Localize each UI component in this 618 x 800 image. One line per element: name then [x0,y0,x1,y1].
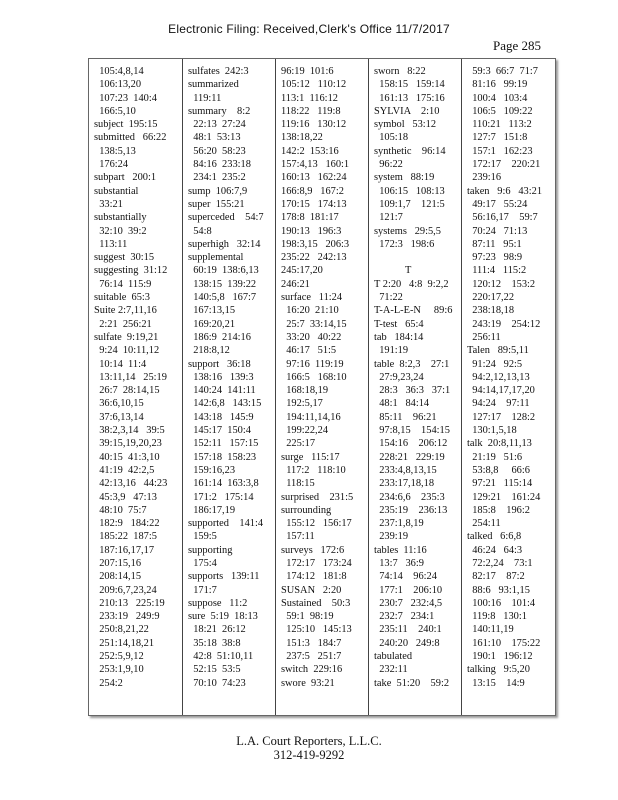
index-entry-line: superceded 54:7 [188,212,264,224]
index-entry-line: 74:14 96:24 [374,571,437,583]
index-entry-line: 161:14 163:3,8 [188,478,259,490]
index-entry-line: 225:17 [281,438,316,450]
index-entry-line: switch 229:16 [281,664,343,676]
index-entry-line: 151:3 184:7 [281,637,342,649]
index-entry-line: superhigh 32:14 [188,238,261,250]
index-entry-line: suppose 11:2 [188,597,248,609]
index-entry-line: subpart 200:1 [94,172,157,184]
index-entry-line: 254:2 [94,677,123,689]
index-entry-line: 100:16 101:4 [467,597,536,609]
index-entry-line: 182:9 184:22 [94,518,160,530]
index-entry-line: 105:18 [374,132,409,144]
index-entry-line: 35:18 38:8 [188,637,241,649]
index-entry-line: 240:20 249:8 [374,637,440,649]
index-entry-line: 107:23 140:4 [94,92,157,104]
index-entry-line: 100:4 103:4 [467,92,528,104]
index-entry-line: 32:10 39:2 [94,225,147,237]
index-entry-line: 175:4 [188,557,217,569]
index-entry-line: 2:21 256:21 [94,318,152,330]
index-entry-line: 191:19 [374,345,409,357]
index-entry-line: 160:13 162:24 [281,172,347,184]
index-entry-line: 106:13,20 [94,79,142,91]
index-entry-line: 117:2 118:10 [281,464,346,476]
index-entry-line: subject 195:15 [94,119,158,131]
index-entry-line: 234:1 235:2 [188,172,246,184]
index-entry-line: 233:4,8,13,15 [374,464,437,476]
index-entry-line: 105:12 110:12 [281,79,347,91]
index-entry-line: 53:8,8 66:6 [467,464,530,476]
index-entry-line: 235:19 236:13 [374,504,448,516]
index-entry-line: 176:24 [94,159,129,171]
index-entry-line: 9:24 10:11,12 [94,345,160,357]
index-entry-line: 167:13,15 [188,305,236,317]
index-entry-line: 152:11 157:15 [188,438,259,450]
index-entry-line: 113:1 116:12 [281,92,338,104]
index-entry-line: 110:21 113:2 [467,119,532,131]
index-entry-line: 194:11,14,16 [281,411,341,423]
index-entry-line: 13:7 36:9 [374,557,424,569]
index-column-1 [89,59,182,715]
index-entry-line: substantially [94,212,147,224]
index-entry-line: 97:8,15 154:15 [374,425,450,437]
index-entry-line: 235:11 240:1 [374,624,442,636]
index-entry-line [374,251,461,264]
index-entry-line: 38:2,3,14 39:5 [94,425,165,437]
index-entry-line: 81:16 99:19 [467,79,528,91]
index-entry-line: 190:13 196:3 [281,225,342,237]
index-entry-line: 48:1 84:14 [374,398,430,410]
index-entry-line: 161:10 175:22 [467,637,541,649]
index-entry-line: 138:15 139:22 [188,278,257,290]
index-entry-line: T-A-L-E-N 89:6 [374,305,453,317]
index-entry-line: 118:22 119:8 [281,105,341,117]
index-entry-line: 233:19 249:9 [94,611,160,623]
index-entry-line: 94:2,12,13,13 [467,371,530,383]
index-entry-line: 13:11,14 25:19 [94,371,167,383]
index-entry-line: 59:3 66:7 71:7 [467,66,539,77]
index-entry-line: 106:15 108:13 [374,185,445,197]
index-entry-line: 118:15 [281,478,315,490]
index-entry-line: 127:7 151:8 [467,132,528,144]
index-entry-line: support 36:18 [188,358,251,370]
word-index-table [88,58,556,716]
index-entry-line: 218:8,12 [188,345,230,357]
index-entry-line: 166:5 168:10 [281,371,347,383]
index-entry-line: 36:6,10,15 [94,398,144,410]
index-entry-line: 161:13 175:16 [374,92,445,104]
index-entry-line: 105:4,8,14 [94,66,144,77]
footer-phone: 312-419-9292 [273,748,345,762]
index-entry-line: 145:17 150:4 [188,425,251,437]
index-entry-line: 40:15 41:3,10 [94,451,160,463]
index-entry-line: 252:5,9,12 [94,651,144,663]
index-entry-line: taken 9:6 43:21 [467,185,543,197]
index-entry-line: 157:1 162:23 [467,145,533,157]
index-entry-line: 96:19 101:6 [281,66,334,77]
index-entry-line: tab 184:14 [374,331,424,343]
index-entry-line: 232:7 234:1 [374,611,435,623]
index-entry-line: 46:24 64:3 [467,544,523,556]
index-entry-line: 210:13 225:19 [94,597,165,609]
index-entry-line: 171:7 [188,584,217,596]
index-entry-line: talked 6:6,8 [467,531,522,543]
index-entry-line: 157:18 158:23 [188,451,257,463]
index-entry-line: 177:1 206:10 [374,584,443,596]
index-entry-line: 198:3,15 206:3 [281,238,350,250]
index-entry-line: 250:8,21,22 [94,624,149,636]
index-entry-line: summarized [188,79,239,91]
index-entry-line: 13:15 14:9 [467,677,525,689]
index-entry-line: take 51:20 59:2 [374,677,450,689]
index-entry-line: 97:16 119:19 [281,358,344,370]
index-entry-line: 48:10 75:7 [94,504,147,516]
index-entry-line: 27:9,23,24 [374,371,424,383]
index-entry-line: 87:11 95:1 [467,238,522,250]
index-entry-line: 187:16,17,17 [94,544,155,556]
index-entry-line: 33:20 40:22 [281,331,342,343]
index-entry-line: 106:5 109:22 [467,105,533,117]
index-column-5 [461,59,555,715]
index-entry-line: 185:22 187:5 [94,531,157,543]
index-entry-line: 158:15 159:14 [374,79,445,91]
index-entry-line: surrounding [281,504,332,516]
index-entry-line: 138:5,13 [94,145,136,157]
index-entry-line: 239:16 [467,172,502,184]
index-entry-line: 192:5,17 [281,398,323,410]
index-entry-line: 127:17 128:2 [467,411,536,423]
index-entry-line: 245:17,20 [281,265,323,277]
footer-company: L.A. Court Reporters, L.L.C. [236,734,382,748]
index-entry-line: 70:10 74:23 [188,677,246,689]
index-entry-line: 94:14,17,17,20 [467,385,535,397]
index-entry-line: tables 11:16 [374,544,427,556]
index-entry-line: 186:17,19 [188,504,236,516]
index-entry-line: 97:23 98:9 [467,252,523,264]
index-entry-line: 142:2 153:16 [281,145,339,157]
index-entry-line: 70:24 71:13 [467,225,528,237]
index-entry-line: 84:16 233:18 [188,159,251,171]
index-entry-line: 143:18 145:9 [188,411,254,423]
index-entry-line: 119:8 130:1 [467,611,527,623]
index-entry-line: tabulated [374,651,413,663]
index-entry-line: 59:1 98:19 [281,611,334,623]
index-entry-line: 72:2,24 73:1 [467,557,533,569]
index-entry-line: 166:8,9 167:2 [281,185,344,197]
index-entry-line: summary 8:2 [188,105,251,117]
index-entry-line: 243:19 254:12 [467,318,541,330]
index-entry-line: 159:5 [188,531,217,543]
index-entry-line: 54:8 [188,225,212,237]
index-entry-line: 138:16 139:3 [188,371,254,383]
index-entry-line: 10:14 11:4 [94,358,147,370]
index-entry-line: sulfate 9:19,21 [94,331,159,343]
index-entry-line: 232:11 [374,664,408,676]
index-entry-line: 154:16 206:12 [374,438,448,450]
index-entry-line: 91:24 92:5 [467,358,523,370]
index-entry-line: 155:12 156:17 [281,518,352,530]
index-entry-line: 238:18,18 [467,305,515,317]
index-entry-line: 172:3 198:6 [374,238,435,250]
index-entry-line: 234:6,6 235:3 [374,491,445,503]
index-entry-line: 172:17 173:24 [281,557,352,569]
index-entry-line: submitted 66:22 [94,132,167,144]
index-entry-line: 130:1,5,18 [467,425,517,437]
index-entry-line: surge 115:17 [281,451,340,463]
index-entry-line: 39:15,19,20,23 [94,438,162,450]
index-entry-line: 138:18,22 [281,132,323,144]
index-entry-line: 42:13,16 44:23 [94,478,168,490]
index-entry-line: 166:5,10 [94,105,136,117]
index-entry-line: 88:6 93:1,15 [467,584,530,596]
index-entry-line: 207:15,16 [94,557,142,569]
index-entry-line: 256:11 [467,331,501,343]
index-entry-line: 140:24 141:11 [188,385,256,397]
index-entry-line: suitable 65:3 [94,292,150,304]
index-entry-line: 46:17 51:5 [281,345,337,357]
index-entry-line: 233:17,18,18 [374,478,435,490]
index-entry-line: 42:8 51:10,11 [188,651,254,663]
index-entry-line: symbol 53:12 [374,119,437,131]
index-entry-line: 220:17,22 [467,292,515,304]
index-entry-line: sworn 8:22 [374,66,426,77]
index-entry-line: 246:21 [281,278,310,290]
index-entry-line: 170:15 174:13 [281,198,347,210]
index-entry-line: 125:10 145:13 [281,624,352,636]
index-column-4 [368,59,461,715]
index-entry-line: 119:11 [188,92,222,104]
index-entry-line: system 88:19 [374,172,435,184]
index-entry-line: sure 5:19 18:13 [188,611,258,623]
index-entry-line: 49:17 55:24 [467,198,528,210]
index-entry-line: 174:12 181:8 [281,571,347,583]
index-entry-line: 169:20,21 [188,318,236,330]
index-entry-line: 253:1,9,10 [94,664,144,676]
index-entry-line: super 155:21 [188,198,245,210]
index-entry-line: 157:11 [281,531,315,543]
index-entry-line: 237:1,8,19 [374,518,424,530]
index-entry-line: 85:11 96:21 [374,411,437,423]
index-entry-line: SUSAN 2:20 [281,584,342,596]
index-entry-line: 28:3 36:3 37:1 [374,385,451,397]
index-entry-line: 25:7 33:14,15 [281,318,347,330]
index-entry-line: 168:18,19 [281,385,329,397]
index-entry-line: 228:21 229:19 [374,451,445,463]
index-entry-line: 142:6,8 143:15 [188,398,262,410]
index-entry-line: systems 29:5,5 [374,225,441,237]
index-entry-line: 119:16 130:12 [281,119,347,131]
index-entry-line: 120:12 153:2 [467,278,536,290]
index-entry-line: 199:22,24 [281,425,329,437]
index-entry-line: surprised 231:5 [281,491,354,503]
index-entry-line: 171:2 175:14 [188,491,254,503]
index-entry-line: 237:5 251:7 [281,651,342,663]
index-entry-line: 111:4 115:2 [467,265,527,277]
index-entry-line: 52:15 53:5 [188,664,241,676]
index-entry-line: 251:14,18,21 [94,637,155,649]
index-column-3 [275,59,368,715]
index-entry-line: suggest 30:15 [94,252,155,264]
index-entry-line: 129:21 161:24 [467,491,541,503]
index-entry-line: 209:6,7,23,24 [94,584,157,596]
index-entry-line: 71:22 [374,292,403,304]
index-entry-line: 21:19 51:6 [467,451,523,463]
index-entry-line: 76:14 115:9 [94,278,152,290]
index-entry-line: 18:21 26:12 [188,624,246,636]
index-entry-line: 56:20 58:23 [188,145,246,157]
index-entry-line: 254:11 [467,518,501,530]
index-entry-line: 113:11 [94,238,128,250]
index-entry-line: T [374,265,412,277]
index-entry-line: Suite 2:7,11,16 [94,305,157,317]
index-entry-line: sulfates 242:3 [188,66,249,77]
index-entry-line: 33:21 [94,198,123,210]
index-entry-line: 96:22 [374,159,403,171]
index-entry-line: table 8:2,3 27:1 [374,358,450,370]
index-column-2 [182,59,275,715]
index-entry-line: 190:1 196:12 [467,651,533,663]
index-entry-line: 26:7 28:14,15 [94,385,160,397]
index-entry-line: swore 93:21 [281,677,335,689]
index-entry-line: 82:17 87:2 [467,571,525,583]
index-entry-line: 239:19 [374,531,409,543]
index-entry-line: talk 20:8,11,13 [467,438,532,450]
index-entry-line: 186:9 214:16 [188,331,251,343]
index-entry-line: Talen 89:5,11 [467,345,529,357]
index-entry-line: sump 106:7,9 [188,185,248,197]
index-entry-line: T-test 65:4 [374,318,424,330]
index-entry-line: 97:21 115:14 [467,478,533,490]
index-entry-line: surface 11:24 [281,292,343,304]
index-entry-line: 41:19 42:2,5 [94,464,155,476]
index-entry-line: T 2:20 4:8 9:2,2 [374,278,449,290]
index-entry-line: 109:1,7 121:5 [374,198,445,210]
index-entry-line: 178:8 181:17 [281,212,339,224]
index-entry-line: Sustained 50:3 [281,597,351,609]
index-entry-line: 172:17 220:21 [467,159,541,171]
index-entry-line: 208:14,15 [94,571,142,583]
page-number: Page 285 [493,38,542,53]
index-entry-line: supplemental [188,252,244,264]
index-entry-line: synthetic 96:14 [374,145,446,157]
index-entry-line: 159:16,23 [188,464,236,476]
index-entry-line: 230:7 232:4,5 [374,597,443,609]
index-entry-line: talking 9:5,20 [467,664,530,676]
index-entry-line: 140:11,19 [467,624,514,636]
index-entry-line: 185:8 196:2 [467,504,530,516]
index-entry-line: 37:6,13,14 [94,411,144,423]
index-entry-line: 45:3,9 47:13 [94,491,157,503]
index-entry-line: 48:1 53:13 [188,132,241,144]
index-entry-line: 60:19 138:6,13 [188,265,259,277]
filing-header: Electronic Filing: Received,Clerk's Office 11/7/2017 [168,22,450,36]
index-entry-line: 235:22 242:13 [281,252,347,264]
index-entry-line: 140:5,8 167:7 [188,292,257,304]
index-entry-line: 157:4,13 160:1 [281,159,350,171]
index-entry-line: 56:16,17 59:7 [467,212,538,224]
index-entry-line: substantial [94,185,139,197]
index-entry-line: supported 141:4 [188,518,264,530]
index-entry-line: supports 139:11 [188,571,260,583]
index-entry-line: SYLVIA 2:10 [374,105,440,117]
index-entry-line: supporting [188,544,233,556]
index-entry-line: surveys 172:6 [281,544,345,556]
index-entry-line: 94:24 97:11 [467,398,530,410]
index-entry-line: suggesting 31:12 [94,265,168,277]
index-entry-line: 121:7 [374,212,403,224]
index-entry-line: 16:20 21:10 [281,305,339,317]
index-entry-line: 22:13 27:24 [188,119,246,131]
